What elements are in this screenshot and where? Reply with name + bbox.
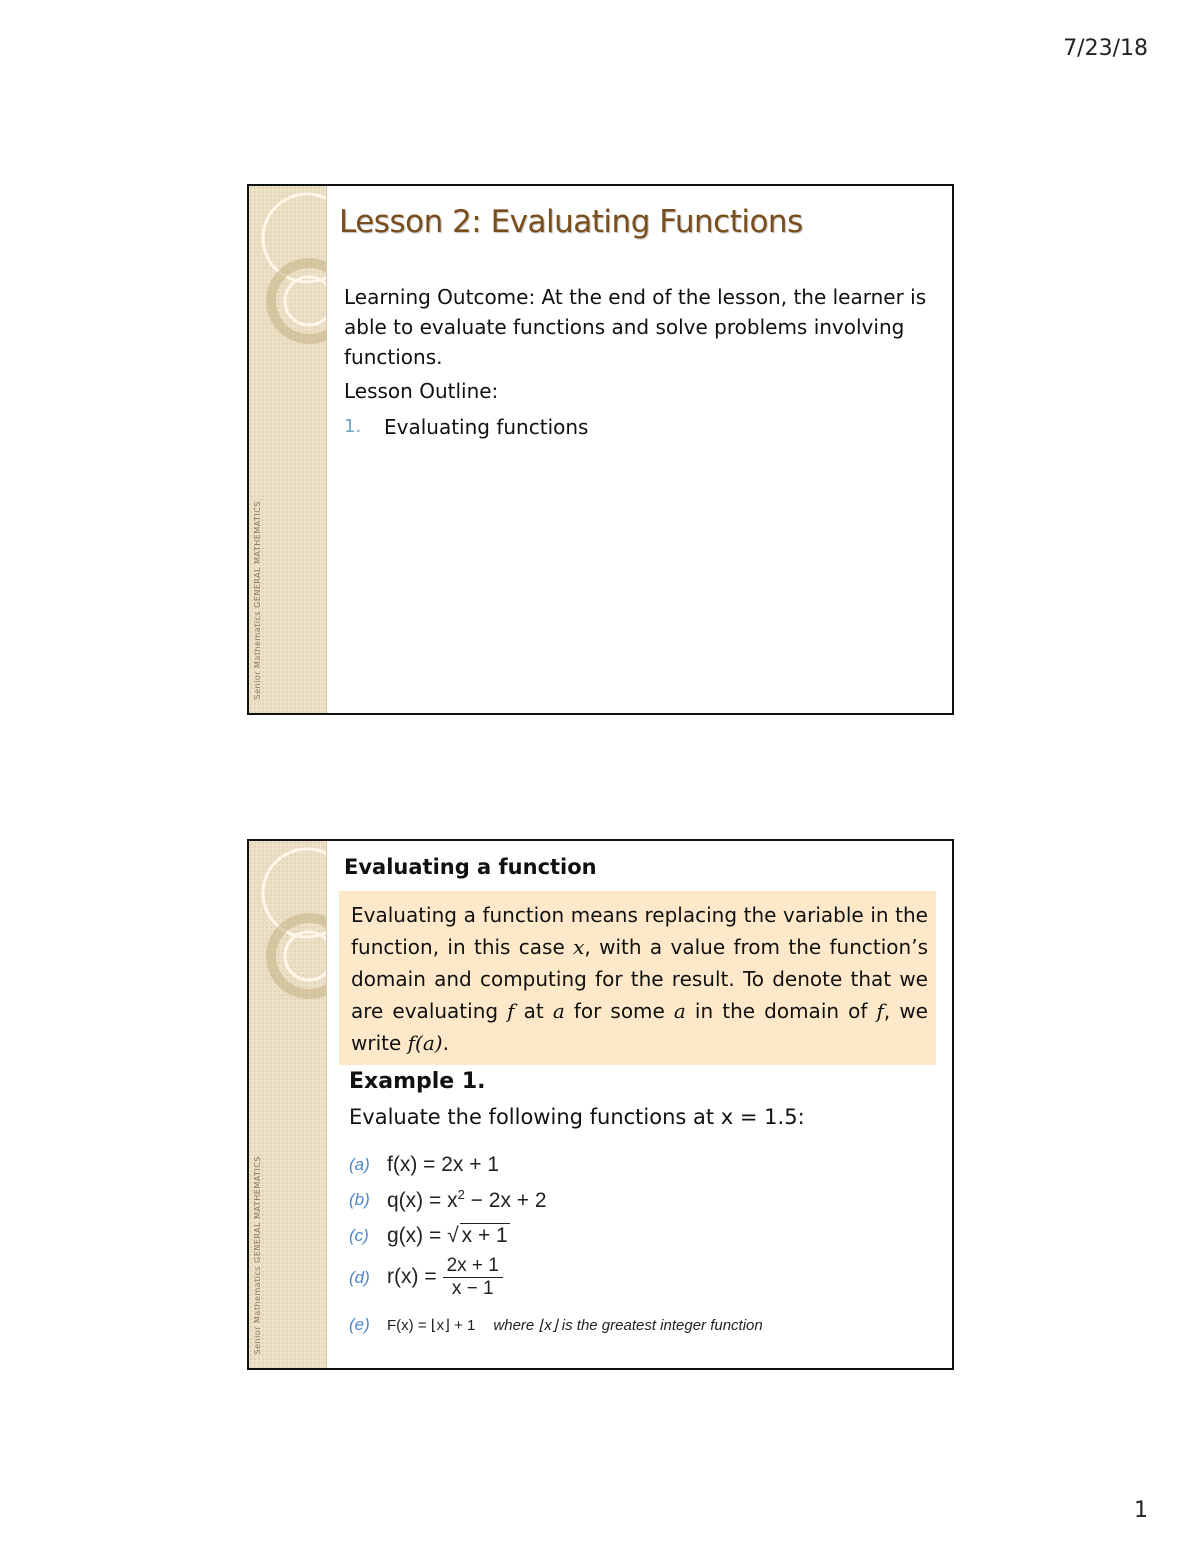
function-expression: g(x) = √ x + 1 bbox=[387, 1224, 508, 1247]
function-expression: f(x) = 2x + 1 bbox=[387, 1153, 500, 1176]
outline-item-text: Evaluating functions bbox=[384, 415, 589, 439]
outline-item bbox=[344, 412, 938, 442]
function-label: (b) bbox=[349, 1190, 370, 1209]
function-item bbox=[349, 1255, 503, 1300]
sidebar-caption: Senior Mathematics GENERAL MATHEMATICS bbox=[253, 1155, 262, 1354]
outline-item-number: 1. bbox=[344, 416, 362, 437]
slide-sidebar bbox=[249, 186, 327, 713]
function-item bbox=[349, 1315, 763, 1335]
function-label: (c) bbox=[349, 1225, 369, 1245]
function-item bbox=[349, 1187, 547, 1213]
function-label: (a) bbox=[349, 1155, 370, 1174]
fraction: $\frac{2x + 1}{x - 1}$ bbox=[443, 1255, 503, 1300]
lesson-body bbox=[344, 282, 938, 442]
lesson-title: Lesson 2: Evaluating Functions bbox=[339, 204, 803, 240]
slide-2-content bbox=[339, 841, 938, 1368]
function-item bbox=[349, 1223, 510, 1248]
function-expression: F(x) = ⌊x⌋ + 1 where ⌊x⌋ is the greatest integer function bbox=[387, 1317, 763, 1334]
decorative-circles-icon bbox=[249, 841, 326, 1041]
learning-outcome: Learning Outcome: At the end of the lesson, the learner is able to evaluate functions and solve problems involving functions. bbox=[344, 285, 927, 369]
function-note: where ⌊x⌋ is the greatest integer function bbox=[493, 1317, 763, 1334]
function-item bbox=[349, 1153, 499, 1177]
function-label: (d) bbox=[349, 1267, 370, 1287]
definition-box: Evaluating a function means replacing the variable in the function, in this case x, with a value from the function’s domain and computing for the result. To denote that we are evaluating f at a for some a in the domain of f, we write f(a). bbox=[339, 891, 936, 1065]
sidebar-caption: Senior Mathematics GENERAL MATHEMATICS bbox=[253, 500, 262, 699]
function-expression: $q(x) = x^2 - 2x + 2$ bbox=[387, 1187, 547, 1212]
slide-sidebar bbox=[249, 841, 327, 1368]
example-intro: Evaluate the following functions at x = 1.5: bbox=[349, 1105, 805, 1129]
outline-label: Lesson Outline: bbox=[344, 379, 499, 403]
decorative-circles-icon bbox=[249, 186, 326, 386]
page-date: 7/23/18 bbox=[1063, 36, 1148, 61]
example-title: Example 1. bbox=[349, 1069, 486, 1094]
page-number: 1 bbox=[1134, 1498, 1148, 1523]
slide-2 bbox=[247, 839, 954, 1370]
function-expression: r(x) = $\frac{2x + 1}{x - 1}$ bbox=[387, 1255, 503, 1300]
slide-1 bbox=[247, 184, 954, 715]
slide-1-content bbox=[339, 186, 938, 713]
section-heading: Evaluating a function bbox=[344, 855, 597, 879]
function-label: (e) bbox=[349, 1315, 370, 1334]
